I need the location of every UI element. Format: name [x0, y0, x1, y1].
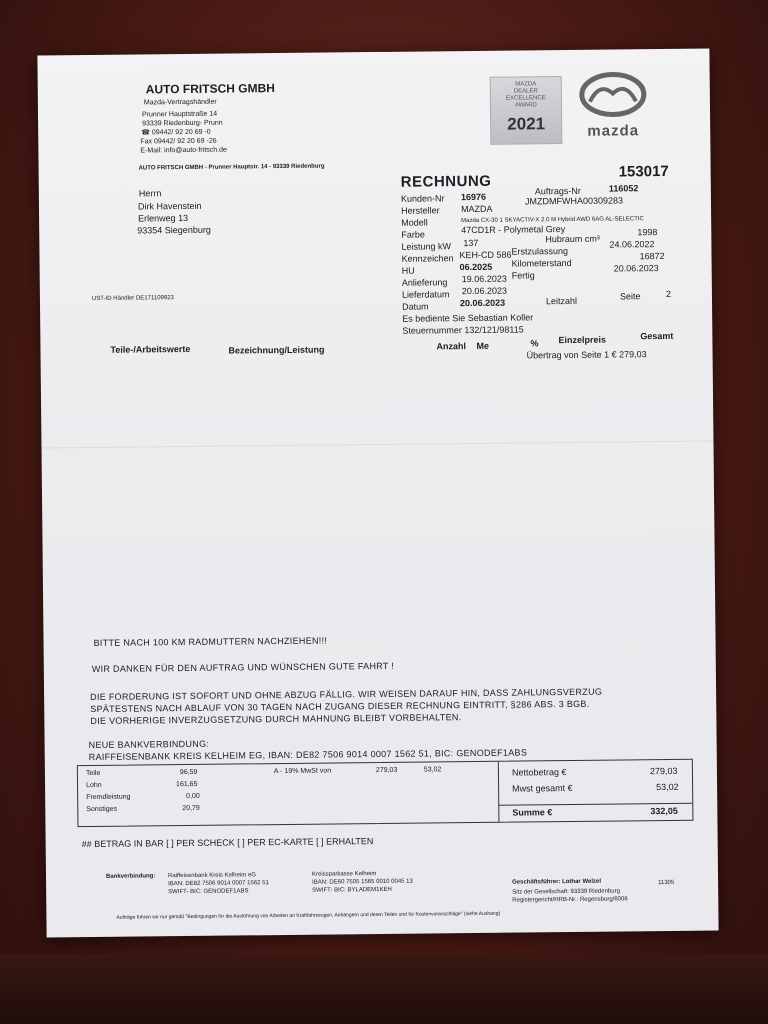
- footer-code: 11305: [658, 879, 675, 887]
- hubraum-label: Hubraum cm³: [545, 233, 600, 245]
- leistung-label: Leistung kW: [401, 241, 452, 252]
- company-name: AUTO FRITSCH GMBH: [145, 81, 275, 97]
- summe-label: Summe €: [512, 807, 553, 818]
- hubraum: 1998: [637, 227, 658, 238]
- lieferdatum-label: Lieferdatum: [401, 289, 450, 300]
- col-gesamt: Gesamt: [640, 330, 674, 342]
- paper-fold: [42, 440, 714, 448]
- mwst-amount: 53,02: [423, 766, 442, 774]
- notice-radmuttern: BITTE NACH 100 KM RADMUTTERN NACHZIEHEN!!!: [93, 635, 328, 648]
- col-einzelpreis: Einzelpreis: [558, 334, 606, 346]
- kunden-nr: 16976: [460, 191, 486, 203]
- steuernummer: Steuernummer 132/121/98115: [402, 324, 524, 336]
- hu-label: HU: [401, 265, 415, 276]
- dealer-award-badge: [490, 76, 563, 145]
- lieferdatum: 20.06.2023: [461, 285, 507, 297]
- invoice-paper: [37, 49, 718, 938]
- netto-label: Nettobetrag €: [511, 767, 567, 778]
- kennzeichen-label: Kennzeichen: [401, 253, 454, 264]
- totals-box: [77, 759, 694, 827]
- datum-label: Datum: [401, 301, 429, 312]
- company-fax: Fax 09442/ 92 20 69 -26: [140, 137, 217, 146]
- km: 16872: [639, 250, 665, 262]
- invoice-title: RECHNUNG: [400, 172, 492, 191]
- mwst-total-value: 53,02: [656, 781, 679, 793]
- footer-gf: Geschäftsführer: Lothar Welzel: [512, 878, 602, 886]
- footer-register: Registergericht/HRB-Nr.: Regensburg/6006: [512, 896, 628, 904]
- vin: JMZDMFWHA00309283: [524, 195, 624, 207]
- col-percent: %: [530, 338, 539, 349]
- footer-bank-label: Bankverbindung:: [105, 873, 156, 880]
- totals-row-label: Teile: [85, 769, 101, 778]
- mazda-logo-icon: [578, 71, 648, 118]
- floor-background: [0, 954, 768, 1024]
- hu: 06.2025: [459, 261, 493, 273]
- datum: 20.06.2023: [459, 297, 506, 309]
- invoice-number: 153017: [618, 162, 669, 181]
- erstzulassung: 24.06.2022: [609, 239, 655, 250]
- notice-forderung-3: DIE VORHERIGE INVERZUGSETZUNG DURCH MAHNUNG BLEIBT VORBEHALTEN.: [90, 712, 462, 727]
- sender-line: AUTO FRITSCH GMBH - Prunner Hauptstr. 14 - 93339 Riedenburg: [138, 163, 325, 172]
- modell: Mazda CX-30 1 SKYACTIV-X 2.0 M Hybrid AWD 6AG AL-SELECTIC: [461, 216, 644, 225]
- erstzulassung-label: Erstzulassung: [511, 245, 569, 257]
- footer-bank1-l1: Raiffeisenbank Kreis Kelheim eG: [167, 872, 256, 880]
- totals-row-label: Lohn: [86, 781, 102, 790]
- company-phone: ☎ 09442/ 92 20 69 -0: [141, 128, 211, 137]
- award-year: 2021: [507, 114, 546, 134]
- col-bezeichnung: Bezeichnung/Leistung: [228, 344, 325, 356]
- mwst-total-label: Mwst gesamt €: [512, 782, 573, 794]
- recipient-street: Erlenweg 13: [138, 212, 189, 224]
- anlieferung-label: Anlieferung: [401, 277, 448, 288]
- uebertrag: Übertrag von Seite 1 € 279,03: [526, 349, 647, 361]
- recipient-name: Dirk Havenstein: [137, 200, 202, 212]
- col-teile: Teile-/Arbeitswerte: [110, 343, 191, 355]
- footer-fine-print: Aufträge führen wir nur gemäß "Bedingungen für die Ausführung von Arbeiten an Kraftfahrzeugen, Anhängern und deren Teilen und für Kostenvoranschläge" (siehe Aushang): [116, 910, 501, 921]
- footer-bank2-l1: Kreissparkasse Kelheim: [311, 871, 377, 878]
- seite-label: Seite: [619, 291, 641, 302]
- notice-forderung-2: SPÄTESTENS NACH ABLAUF VON 30 TAGEN NACH ZUGANG DIESER RECHNUNG EINTRITT, §286 ABS. 3 BGB.: [90, 698, 590, 715]
- leistung: 137: [463, 237, 479, 249]
- mazda-logo: [570, 71, 657, 144]
- footer-bank2-l3: SWIFT- BIC: BYLADEM1KEH: [312, 886, 392, 894]
- auftrags-nr-label: Auftrags-Nr: [534, 185, 581, 197]
- footer-bank1-l3: SWIFT- BIC: GENODEF1ABS: [168, 888, 249, 896]
- col-me: Me: [476, 340, 490, 351]
- company-street: Prunner Hauptstraße 14: [141, 110, 218, 119]
- notice-forderung-1: DIE FORDERUNG IST SOFORT UND OHNE ABZUG FÄLLIG. WIR WEISEN DARAUF HIN, DASS ZAHLUNGSVERZUG: [90, 686, 603, 703]
- recipient-salutation: Herrn: [138, 188, 162, 199]
- award-line: AWARD: [514, 102, 537, 109]
- leitzahl-label: Leitzahl: [545, 295, 578, 307]
- netto-value: 279,03: [649, 765, 678, 777]
- company-email: E-Mail: info@auto-fritsch.de: [140, 146, 227, 155]
- footer-bank2-l2: IBAN: DE60 7505 1565 0010 0045 13: [312, 878, 413, 886]
- bediener: Es bediente Sie Sebastian Koller: [402, 312, 534, 324]
- award-line: DEALER: [513, 88, 538, 95]
- mwst-base: 279,03: [375, 766, 398, 775]
- modell-label: Modell: [401, 217, 428, 228]
- payment-line: ## BETRAG IN BAR [ ] PER SCHECK [ ] PER EC-KARTE [ ] ERHALTEN: [81, 836, 374, 850]
- award-line: MAZDA: [515, 81, 537, 88]
- hersteller-label: Hersteller: [400, 205, 440, 216]
- bank-line: RAIFFEISENBANK KREIS KELHEIM EG, IBAN: DE82 7506 9014 0007 1562 51, BIC: GENODEF1ABS: [88, 747, 528, 763]
- km-label: Kilometerstand: [511, 257, 572, 269]
- footer-bank1-l2: IBAN: DE82 7506 9014 0007 1562 51: [168, 880, 269, 888]
- mwst-label: A - 19% MwSt von: [273, 767, 332, 776]
- summe-value: 332,05: [650, 805, 678, 817]
- col-anzahl: Anzahl: [436, 341, 467, 352]
- kennzeichen: KEH-CD 586: [459, 249, 512, 261]
- totals-row-value: 0,00: [186, 792, 200, 801]
- farbe: 47CD1R - Polymetal Grey: [461, 224, 566, 236]
- hersteller: MAZDA: [460, 203, 493, 215]
- company-subtitle: Mazda-Vertragshändler: [143, 98, 217, 107]
- anlieferung: 19.06.2023: [461, 273, 507, 285]
- bank-heading: NEUE BANKVERBINDUNG:: [88, 738, 210, 751]
- fertig: 20.06.2023: [613, 263, 659, 274]
- totals-row-label: Fremdleistung: [86, 793, 131, 802]
- footer-sitz: Sitz der Gesellschaft: 93339 Riedenburg: [512, 888, 620, 896]
- totals-row-value: 20,79: [182, 804, 200, 813]
- recipient-city: 93354 Siegenburg: [137, 224, 211, 236]
- ust-id: UST-ID Händler DE171109923: [91, 295, 174, 302]
- kunden-nr-label: Kunden-Nr: [400, 193, 445, 204]
- totals-row-label: Sonstiges: [86, 805, 118, 814]
- notice-dank: WIR DANKEN FÜR DEN AUFTRAG UND WÜNSCHEN GUTE FAHRT !: [91, 660, 395, 675]
- farbe-label: Farbe: [401, 229, 425, 240]
- totals-row-value: 161,65: [176, 780, 198, 789]
- totals-row-value: 96,59: [179, 768, 198, 777]
- fertig-label: Fertig: [511, 270, 535, 281]
- brand-word: mazda: [587, 122, 640, 140]
- award-line: EXCELLENCE: [506, 95, 546, 102]
- company-city: 93339 Riedenburg- Prunn: [142, 119, 223, 128]
- auftrags-nr: 116052: [608, 183, 639, 194]
- seite: 2: [665, 288, 671, 299]
